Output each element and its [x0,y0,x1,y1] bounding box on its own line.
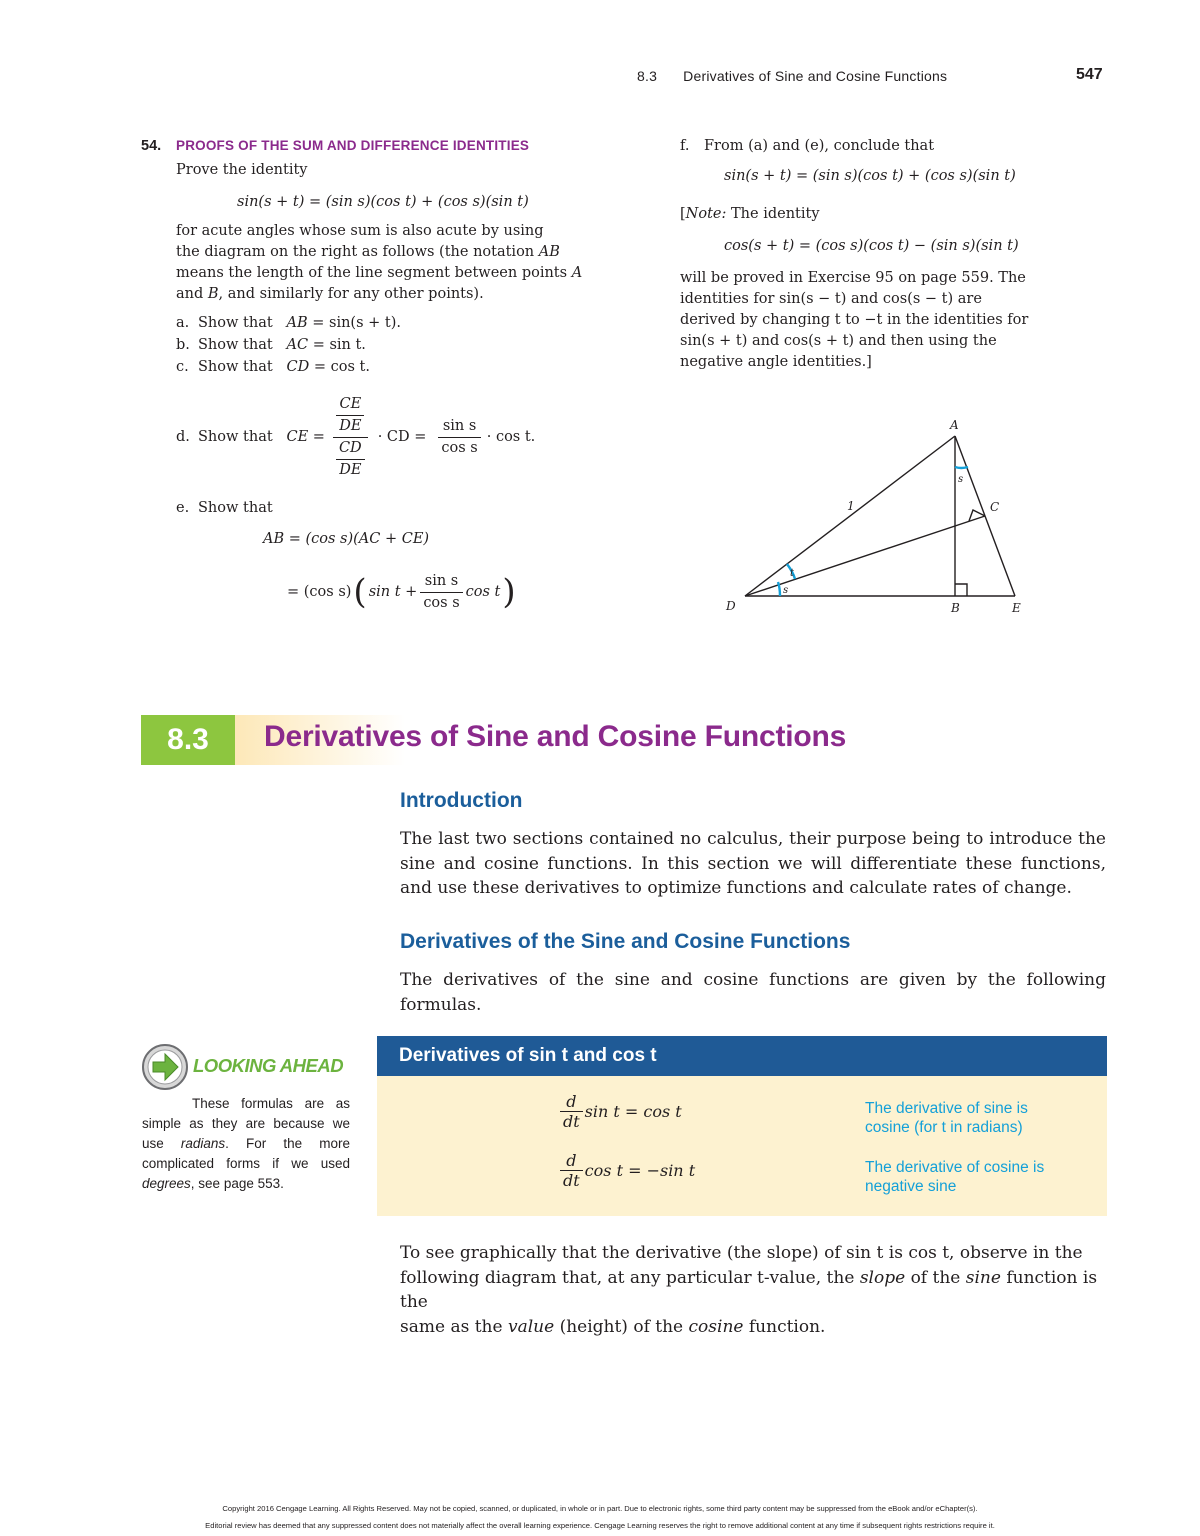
sin-over-cos-fraction [420,571,462,614]
part-show: Show that [198,428,273,445]
label-one: 1 [847,499,855,513]
exercise-paragraph-line: and [176,286,204,302]
inner-fraction [336,438,365,481]
part-e [176,498,273,519]
formula-cosine-note [865,1158,1044,1196]
emphasis-slope: slope [859,1267,906,1288]
part-e-line-2-tail: cos t [465,583,501,600]
paragraph-line: of the [910,1267,961,1288]
fraction-denominator [333,438,368,481]
fraction-numerator [333,394,368,438]
fraction-denominator: cos s [423,594,460,611]
part-d-tail: · cos t. [486,428,536,445]
open-paren: ( [353,572,367,612]
fraction-denominator: dt [563,1171,580,1190]
section-number-badge: 8.3 [141,715,235,765]
fraction-numerator: d [560,1092,583,1112]
fraction-numerator: CD [336,438,365,460]
part-show: Show that [198,359,273,375]
fraction-denominator: dt [563,1112,580,1131]
exercise-paragraph-line: the diagram on the right as follows (the notation [176,244,535,260]
part-label: f. [680,138,690,154]
compound-fraction [333,394,368,481]
paragraph-line: following diagram that, at any particular t-value, the [400,1267,855,1288]
part-e-line-1: AB = (cos s)(AC + CE) [263,531,430,547]
formula-cosine [560,1151,695,1190]
exercise-paragraph-line: , and similarly for any other points). [218,286,484,302]
part-c [176,357,370,378]
emphasis-value: value [507,1316,555,1337]
point-label-b: B [207,286,219,302]
part-lhs: AC [286,337,309,353]
segment-label-ab: AB [538,244,560,260]
inner-fraction [336,394,364,437]
note-paragraph-line: identities for sin(s − t) and cos(s − t) are [680,291,982,307]
part-lhs: CE = [286,428,325,445]
segment-da [745,436,955,596]
fraction-denominator: DE [339,461,362,478]
part-lhs: AB [286,315,308,331]
part-d [176,391,535,483]
graphical-explanation-paragraph [400,1241,1106,1339]
exercise-title: PROOFS OF THE SUM AND DIFFERENCE IDENTITIES [176,138,530,153]
derivatives-paragraph: The derivatives of the sine and cosine functions are given by the following formulas. [400,970,1106,1015]
angle-s-top-arc [955,467,968,468]
part-e-line-2 [287,570,516,614]
fraction-numerator: d [560,1151,583,1171]
note-word: Note: [685,206,727,222]
part-show: Show that [198,337,273,353]
note-bracket: [ [680,206,686,222]
label-s-bottom: s [783,585,789,596]
introduction-heading: Introduction [400,789,523,812]
formula-expression: cos t = −sin t [584,1161,696,1180]
formula-note-line: negative sine [865,1178,957,1195]
label-d: D [726,599,736,613]
formula-note-line: The derivative of sine is [865,1100,1028,1117]
looking-ahead-arrow-icon [141,1043,189,1091]
part-f-equation: sin(s + t) = (sin s)(cos t) + (cos s)(sin t) [724,168,1016,184]
fraction-denominator: DE [339,417,362,434]
copyright-footer [0,1500,1200,1534]
exercise-paragraph-line: means the length of the line segment between points [176,265,568,281]
part-label: a. [176,315,190,331]
part-rhs: = sin t. [312,337,366,353]
fraction-numerator: CE [336,394,364,416]
note-line [680,204,820,225]
looking-ahead-radians: radians [180,1136,226,1151]
part-rhs: = sin(s + t). [312,315,401,331]
paragraph-line: function is the [400,1267,1098,1312]
part-b [176,335,366,356]
label-b: B [951,601,960,615]
copyright-line: Editorial review has deemed that any suppressed content does not materially affect the overall learning experience. Cengage Learning reserves the right to remove additional content at any time if subsequent rights restrictions require it. [205,1521,995,1530]
part-label: c. [176,359,189,375]
looking-ahead-label: LOOKING AHEAD [193,1055,344,1076]
part-rhs: = cos t. [313,359,370,375]
angle-s-bottom-arc [778,582,780,596]
formula-sine [560,1092,682,1131]
exercise-number: 54. [141,138,162,154]
formula-box-title: Derivatives of sin t and cos t [399,1045,657,1066]
point-label-a: A [571,265,583,281]
running-head-section: 8.3 [637,68,658,84]
label-e: E [1012,601,1021,615]
looking-ahead-text [142,1094,350,1194]
formula-sine-note [865,1099,1028,1137]
part-label: d. [176,428,190,445]
introduction-paragraph: The last two sections contained no calculus, their purpose being to introduce the sine and cosine functions. In this section we will differentiate these functions, and use these derivatives to optimize functions and calculate rates of change. [400,829,1106,898]
paragraph-line: same as the [400,1316,503,1337]
part-f-text: From (a) and (e), conclude that [704,138,935,154]
emphasis-sine: sine [965,1267,1001,1288]
segment-dc [745,516,985,596]
part-a [176,313,401,334]
looking-ahead-text-part: . For the more complicated forms if we used [142,1136,350,1171]
derivative-operator [560,1151,583,1190]
exercise-paragraph-line: for acute angles whose sum is also acute by using [176,223,544,239]
exercise-prove-text: Prove the identity [176,162,308,178]
looking-ahead-text-part: These formulas are as simple as they are because we use [142,1096,350,1151]
part-e-line-2-term: sin t + [368,583,418,600]
formula-box-header [377,1036,1107,1076]
part-f [680,136,934,157]
copyright-line: Copyright 2016 Cengage Learning. All Rights Reserved. May not be copied, scanned, or duplicated, in whole or in part. Due to electronic rights, some third party content may be suppressed from the eBook and/or eChapter(s). [222,1504,978,1513]
note-paragraph-line: derived by changing t to −t in the identities for [680,312,1029,328]
note-paragraph-line: sin(s + t) and cos(s + t) and then using the [680,333,997,349]
looking-ahead-text-part: , see page 553. [190,1176,284,1191]
part-e-line-2-prefix: = (cos s) [287,583,352,600]
note-paragraph-line: negative angle identities.] [680,354,872,370]
label-c: C [990,500,1000,514]
fraction-numerator: sin s [438,416,480,438]
part-lhs: CD [286,359,310,375]
exercise-identity: sin(s + t) = (sin s)(cos t) + (cos s)(sin t) [237,194,529,210]
paragraph-line: function. [748,1316,826,1337]
paragraph-line: (height) of the [559,1316,684,1337]
label-t: t [790,568,795,579]
formula-expression: sin t = cos t [584,1102,682,1121]
note-paragraph [680,268,1060,373]
formula-box-body [377,1076,1107,1216]
looking-ahead-degrees: degrees [142,1176,191,1191]
label-a: A [950,418,959,432]
page-number: 547 [1076,66,1103,83]
label-s-top: s [958,474,964,485]
note-paragraph-line: will be proved in Exercise 95 on page 559. The [680,270,1026,286]
formula-note-line: The derivative of cosine is [865,1159,1045,1176]
running-head-title: Derivatives of Sine and Cosine Functions [683,68,948,84]
part-show: Show that [198,315,273,331]
note-equation: cos(s + t) = (cos s)(cos t) − (sin s)(sin t) [724,238,1019,254]
part-d-middle: · CD = [377,428,427,445]
triangle-diagram [715,410,1045,625]
paragraph-line: To see graphically that the derivative (the slope) of sin t is cos t, observe in the [400,1243,1083,1263]
fraction-denominator: cos s [441,439,478,456]
close-paren: ) [502,572,516,612]
part-label: b. [176,337,190,353]
exercise-paragraph [176,221,616,305]
running-head [637,68,947,84]
fraction-numerator: sin s [420,571,462,593]
part-label: e. [176,500,190,516]
right-angle-b [955,584,967,596]
part-show: Show that [198,500,273,516]
note-text: The identity [731,206,820,222]
derivatives-heading: Derivatives of the Sine and Cosine Functions [400,930,851,953]
derivative-operator [560,1092,583,1131]
formula-note-line: cosine (for t in radians) [865,1119,1023,1136]
section-title: Derivatives of Sine and Cosine Functions [264,720,847,753]
sin-over-cos-fraction [438,416,480,459]
emphasis-cosine: cosine [688,1316,744,1337]
